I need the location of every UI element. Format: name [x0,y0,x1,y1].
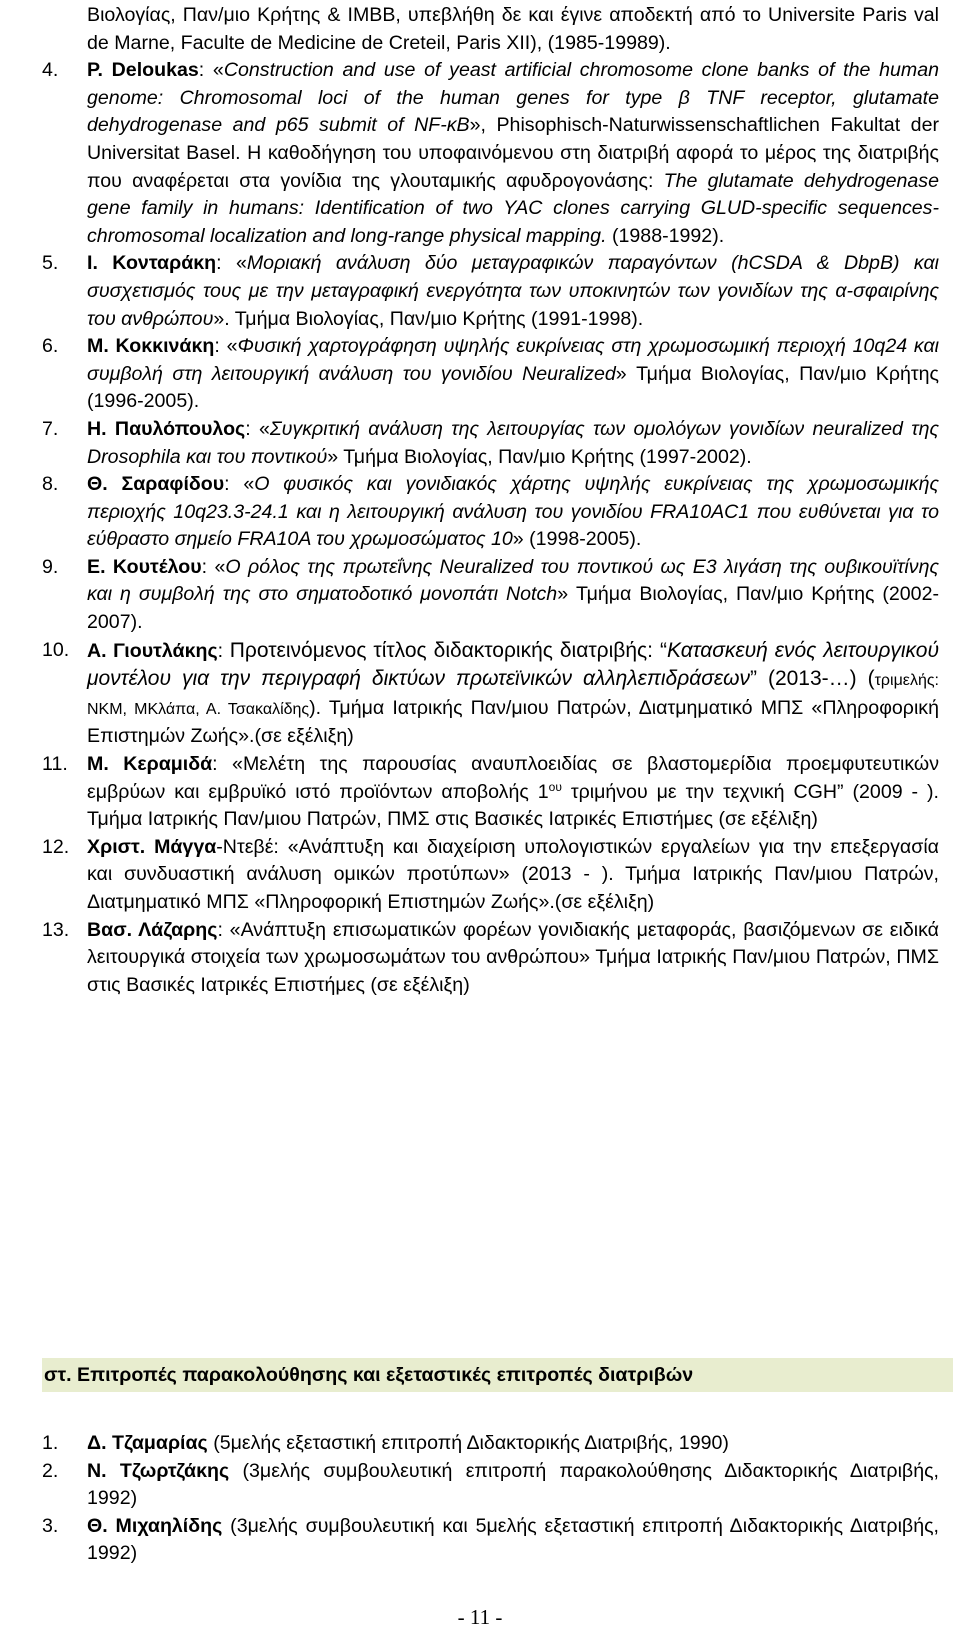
item-number: 9. [42,555,59,578]
section-heading-bar [42,1358,953,1392]
list-item: 8. Θ. Σαραφίδου: «Ο φυσικός και γονιδιακός χάρτης υψηλής ευκρίνειας της χρωμοσωμικής περιοχής 10q23.3-24.1 και η λειτουργική ανάλυση του γονιδίου FRA10AC1 που ευθύνεται για το εύθραστο σημείο FRA10A του χρωμοσώματος 10» (1998-2005). [42,473,939,551]
item-number: 3. [42,1514,59,1537]
student-name: Θ. Μιχαηλίδης [87,1514,223,1537]
student-name: E. Κουτέλου [87,555,202,578]
intro-continuation: Βιολογίας, Παν/μιο Κρήτης & IMBB, υπεβλήθη δε και έγινε αποδεκτή από το Universite Paris val de Marne, Faculte de Medicine de Creteil, Paris XII), (1985-19989). [87,4,939,54]
student-name: Α. Γιουτλάκης [87,639,218,662]
thesis-title: Construction and use of yeast artificial chromosome clone banks of the human genome: Chromosomal loci of the human genes for type β TNF receptor, glutamate dehydrogenase and p65 submit of NF-κB [87,59,939,137]
item-number: 2. [42,1459,59,1482]
ordinal-superscript: ου [548,779,562,794]
thesis-title: Συγκριτική ανάλυση της λειτουργίας των ομολόγων γονιδίων neuralized της Drosophila και του ποντικού [87,417,939,468]
student-name: Δ. Τζαμαρίας [87,1432,208,1454]
student-name: Μ. Κεραμιδά [87,753,213,776]
list-item: 1. Δ. Τζαμαρίας (5μελής εξεταστική επιτροπή Διδακτορικής Διατριβής, 1990) [42,1430,939,1458]
thesis-title: Μοριακή ανάλυση δύο μεταγραφικών παραγόντων (hCSDA & DbpB) και συσχετισμός τους με την μεταγραφική ενεργότητα των υποκινητών των γονιδίων της α-σφαιρίνης του ανθρώπου [87,252,940,330]
thesis-title: Ο ρόλος της πρωτεΐνης Neuralized του ποντικού ως E3 λιγάση της ουβικουϊτίνης και η συμβολή της στο σηματοδοτικό μονοπάτι Notch [87,555,939,606]
thesis-title: Κατασκευή ενός λειτουργικού μοντέλου για την περιγραφή δικτύων πρωτεϊνικών αλληλεπιδράσεων [87,638,940,691]
list-item: 5. I. Κονταράκη: «Μοριακή ανάλυση δύο μεταγραφικών παραγόντων (hCSDA & DbpB) και συσχετισμός τους με την μεταγραφική ενεργότητα των υποκινητών των γονιδίων της α-σφαιρίνης του ανθρώπου». Τμήμα Βιολογίας, Παν/μιο Κρήτης (1991-1998). [42,252,940,330]
thesis-title: Φυσική χαρτογράφηση υψηλής ευκρίνειας στη χρωμοσωμική περιοχή 10q24 και συμβολή στη λειτουργική ανάλυση του γονιδίου Neuralized [87,335,939,385]
item-number: 1. [42,1432,59,1454]
student-name: I. Κονταράκη [87,252,217,275]
item-number: 6. [42,335,59,358]
item-number: 10. [42,638,70,661]
item-number: 7. [42,417,59,440]
item-number: 13. [42,918,70,941]
item-number: 12. [42,835,70,858]
list-item: 10. Α. Γιουτλάκης: Προτεινόμενος τίτλος διδακτορικής διατριβής: “Κατασκευή ενός λειτουργικού μοντέλου για την περιγραφή δικτύων πρωτεϊνικών αλληλεπιδράσεων” (2013-…) (τριμελής: ΝΚΜ, ΜΚλάπα, Α. Τσακαλίδης). Τμήμα Ιατρικής Παν/μιου Πατρών, Διατμηματικό ΜΠΣ «Πληροφορική Επιστημών Ζωής».(σε εξέλιξη) [42,638,940,748]
list-item: 7. H. Παυλόπουλος: «Συγκριτική ανάλυση της λειτουργίας των ομολόγων γονιδίων neuralized της Drosophila και του ποντικού» Τμήμα Βιολογίας, Παν/μιο Κρήτης (1997-2002). [42,417,939,468]
item-number: 8. [42,473,59,496]
student-name: H. Παυλόπουλος [87,417,246,440]
list-item: 6. M. Κοκκινάκη: «Φυσική χαρτογράφηση υψηλής ευκρίνειας στη χρωμοσωμική περιοχή 10q24 και συμβολή στη λειτουργική ανάλυση του γονιδίου Neuralized» Τμήμα Βιολογίας, Παν/μιο Κρήτης (1996-2005). [42,335,939,413]
thesis-title: Ο φυσικός και γονιδιακός χάρτης υψηλής ευκρίνειας της χρωμοσωμικής περιοχής 10q23.3-24.1 και η λειτουργική ανάλυση του γονιδίου FRA10AC1 που ευθύνεται για το εύθραστο σημείο FRA10A του χρωμοσώματος 10 [87,473,939,551]
student-name: P. Deloukas [87,59,199,82]
student-name: Βασ. Λάζαρης [87,918,218,941]
student-name: Ν. Τζωρτζάκης [87,1459,230,1482]
supervision-list [42,2,939,999]
list-item: 12. Χριστ. Μάγγα-Ντεβέ: «Ανάπτυξη και διαχείριση υπολογιστικών εργαλείων για την επεξεργασία και συνδυαστική ανάλυση ομικών προτύπων» (2013 - ). Τμήμα Ιατρικής Παν/μιου Πατρών, Διατμηματικό ΜΠΣ «Πληροφορική Επιστημών Ζωής».(σε εξέλιξη) [42,835,939,913]
list-item: 3. Θ. Μιχαηλίδης (3μελής συμβουλευτική και 5μελής εξεταστική επιτροπή Διδακτορικής Διατριβής, 1992) [42,1514,939,1565]
list-item: 2. Ν. Τζωρτζάκης (3μελής συμβουλευτική επιτροπή παρακολούθησης Διδακτορικής Διατριβής, 1992) [42,1459,939,1510]
section-title: στ. Επιτροπές παρακολούθησης και εξεταστικές επιτροπές διατριβών [44,1364,694,1386]
student-name: Θ. Σαραφίδου [87,473,225,496]
list-item: 9. E. Κουτέλου: «Ο ρόλος της πρωτεΐνης Neuralized του ποντικού ως E3 λιγάση της ουβικουϊτίνης και η συμβολή της στο σηματοδοτικό μονοπάτι Notch» Τμήμα Βιολογίας, Παν/μιο Κρήτης (2002-2007). [42,555,939,634]
committee-note: τριμελής: ΝΚΜ, ΜΚλάπα, Α. Τσακαλίδης [87,672,939,718]
student-name: Χριστ. Μάγγα [87,835,217,858]
committee-list [42,1430,939,1568]
item-number: 4. [42,59,59,82]
item-number: 11. [42,753,68,776]
list-item: 4. P. Deloukas: «Construction and use of yeast artificial chromosome clone banks of the human genome: Chromosomal loci of the human genes for type β TNF receptor, glutamate dehydrogenase and p65 submit of NF-κB», Phisophisch-Naturwissenschaftlichen Fakultat der Universitat Basel. Η καθοδήγηση του υποφαινόμενου στη διατριβή αφορά το μέρος της διατριβής που αναφέρεται στα γονίδια της γλουταμικής αφυδρογονάσης: The glutamate dehydrogenase gene family in humans: Identification of two YAC clones carrying GLUD-specific sequences- chromosomal localization and long-range physical mapping. (1988-1992). [42,59,939,247]
item-number: 5. [42,252,59,275]
student-name: M. Κοκκινάκη [87,335,215,358]
thesis-subtitle: The glutamate dehydrogenase gene family in humans: Identification of two YAC clones carrying GLUD-specific sequences- chromosomal localization and long-range physical mapping. [87,169,939,247]
page-number: - 11 - [457,1605,503,1629]
list-item: 11. Μ. Κεραμιδά: «Μελέτη της παρουσίας αναυπλοειδίας σε βλαστομερίδια προεμφυτευτικών εμβρύων και εμβρυϊκό ιστό προϊόντων αποβολής $1^{o\upsilon}$ τριμήνου με την τεχνική CGH” (2009 - ). Τμήμα Ιατρικής Παν/μιου Πατρών, ΠΜΣ στις Βασικές Ιατρικές Επιστήμες (σε εξέλιξη) [42,753,939,831]
list-item: 13. Βασ. Λάζαρης: «Ανάπτυξη επισωματικών φορέων γονιδιακής μεταφοράς, βασιζόμενων σε ειδικά λειτουργικά στοιχεία των χρωμοσωμάτων του ανθρώπου» Τμήμα Ιατρικής Παν/μιου Πατρών, ΠΜΣ στις Βασικές Ιατρικές Επιστήμες (σε εξέλιξη) [42,918,939,996]
